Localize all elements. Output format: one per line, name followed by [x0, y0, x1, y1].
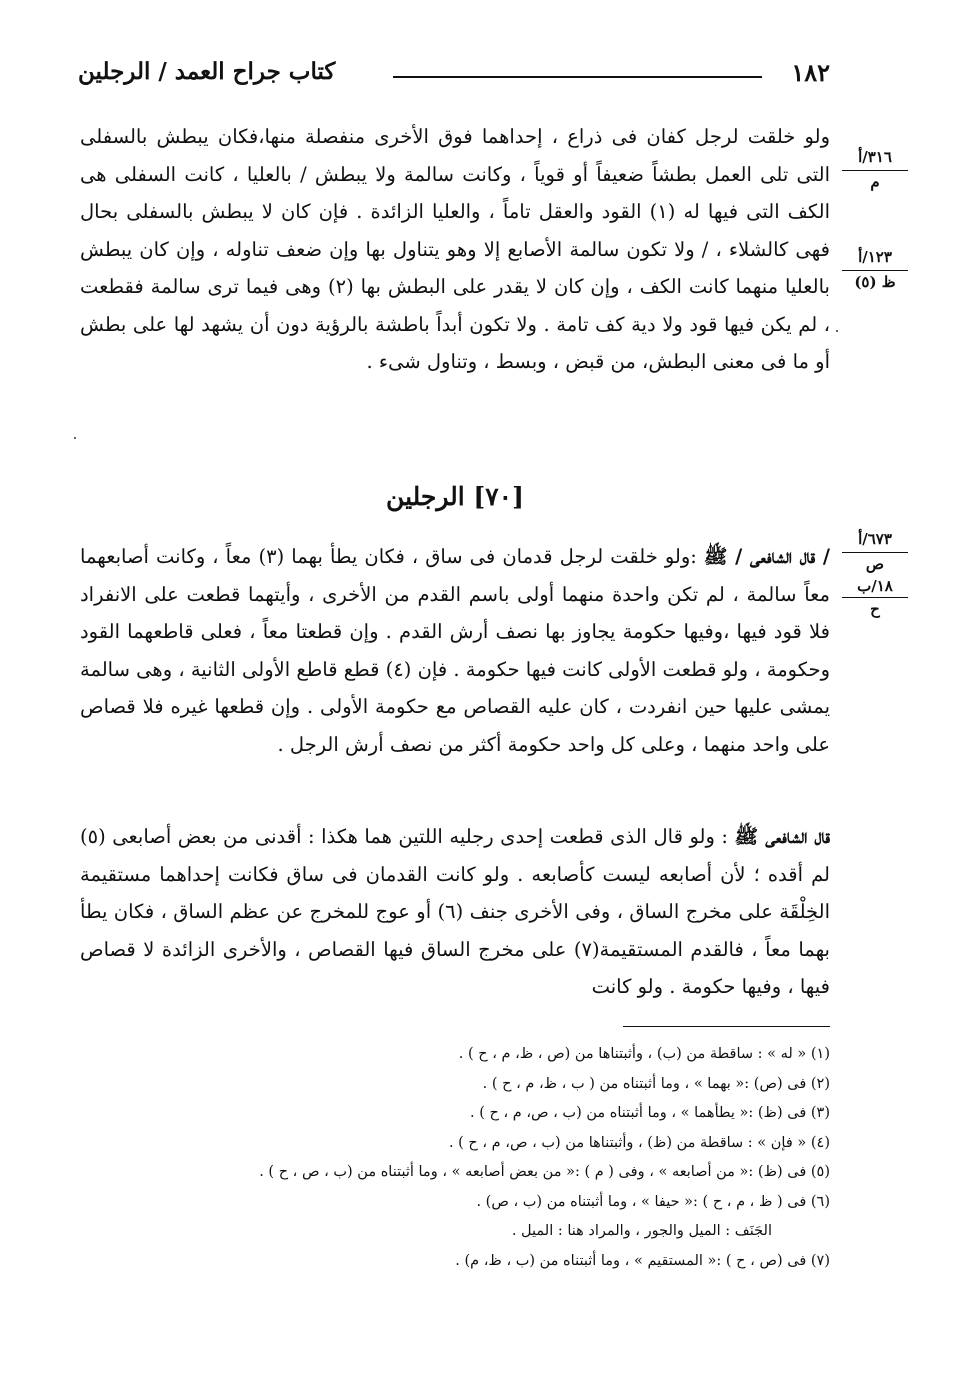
- margin-ref-top: ٦٧٣/أ: [842, 528, 908, 553]
- footnotes: [120, 1040, 830, 1276]
- page-number: ١٨٢: [791, 58, 830, 87]
- footnote: (٦) فى ( ظ ، م ، ح ) :« حيفا » ، وما أثبتناه من (ب ، ص) .: [476, 1193, 830, 1210]
- paragraph-text: : ولو قال الذى قطعت إحدى رجليه اللتين هما هكذا : أقدنى من بعض أصابعى (٥) لم أقده ؛ لأن أصابعه ليست كأصابعه . ولو كانت القدمان فى ساق فكانت إحداهما مستقيمة الخِلْقَة على مخرج الساق ، وفى الأخرى جنف (٦) أو عوج للمخرج عن عظم الساق ، فكان يطأ بهما معاً ، فالقدم المستقيمة(٧) على مخرج الساق فيها القصاص ، والأخرى الزائدة لا قصاص فيها ، وفيها حكومة . ولو كانت: [80, 825, 830, 998]
- footnote: (١) « له » : ساقطة من (ب) ، وأثبتناها من (ص ، ظ، م ، ح ) .: [458, 1046, 830, 1062]
- margin-reference: [842, 146, 908, 193]
- footnote: (٤) « فإن » : ساقطة من (ظ) ، وأثبتناها من (ب ، ص، م ، ح ) .: [448, 1134, 830, 1151]
- footnote-rule: [623, 1026, 830, 1027]
- footnote: الجَنَف : الميل والجور ، والمراد هنا : الميل .: [511, 1223, 772, 1239]
- footnote: (٧) فى (ص ، ح ) :« المستقيم » ، وما أثبتناه من (ب ، ظ، م) .: [455, 1252, 830, 1269]
- body-paragraph: ولو خلقت لرجل كفان فى ذراع ، إحداهما فوق الأخرى منفصلة منها،فكان يبطش بالسفلى التى تلى العمل بطشاً ضعيفاً أو قوياً ، وكانت سالمة ولا يبطش / بالعليا ، كانت السفلى هى الكف التى فيها له (١) القود والعقل تاماً ، والعليا الزائدة . فإن كان لا يبطش بالسفلى بحال فهى كالشلاء ، / ولا تكون سالمة الأصابع إلا وهو يتناول بها وإن ضعف تناوله ، وإن كان يبطش بالعليا منهما كانت الكف ، وإن كان لا يقدر على البطش بها (٢) وهى فيما ترى سالمة فقطعت ، لم يكن فيها قود ولا دية كف تامة . ولا تكون أبداً باطشة بالرؤية دون أن يشهد لها على بطش أو ما فى معنى البطش، من قبض ، وبسط ، وتناول شىء .: [80, 125, 830, 373]
- margin-reference: [842, 528, 908, 620]
- scan-speck: [836, 330, 838, 332]
- paragraph-text: :ولو خلقت لرجل قدمان فى ساق ، فكان يطأ بهما (٣) معاً ، وكانت أصابعهما معاً سالمة ، لم تكن واحدة منهما أولى باسم القدم من الأخرى ، وأيتهما قطعت على الانفراد فلا قود فيها ،وفيها حكومة يجاوز بها نصف أرش القدم . وإن قطعتا معاً ، فعلى قاطعهما القود وحكومة ، ولو قطعت الأولى كانت فيها حكومة . فإن (٤) قطع قاطع الأولى الثانية ، وهى سالمة يمشى عليها حين انفردت ، كان عليه القصاص مع حكومة الأولى . وإن قطعها غيره فلا قصاص على واحد منهما ، وعلى كل واحد حكومة أكثر من نصف أرش الرجل .: [80, 545, 830, 756]
- body-paragraph: [80, 538, 830, 763]
- margin-reference: [842, 246, 908, 293]
- margin-ref-top: ٣١٦/أ: [842, 146, 908, 171]
- paragraph-lead: / قال الشافعى / ﷺ: [703, 545, 831, 568]
- footnote: (٢) فى (ص) :« بهما » ، وما أثبتناه من ( ب ، ظ، م ، ح ) .: [482, 1075, 830, 1092]
- footnote: (٥) فى (ظ) :« من أصابعه » ، وفى ( م ) :« من بعض أصابعه » ، وما أثبتناه من (ب ، ص ، ح ) .: [259, 1164, 830, 1180]
- paragraph-lead: قال الشافعى ﷺ: [734, 825, 831, 848]
- margin-ref-bottom: م: [870, 173, 880, 191]
- margin-ref-fourth: ح: [870, 600, 880, 618]
- scan-speck: [74, 437, 76, 439]
- page-header: [78, 58, 830, 94]
- header-rule: [393, 76, 762, 78]
- margin-ref-bottom: ص: [865, 555, 885, 573]
- margin-ref-top: ١٢٣/أ: [842, 246, 908, 271]
- margin-ref-third: ١٨/ب: [842, 575, 908, 598]
- body-paragraph: [80, 818, 830, 1006]
- section-heading: [٧٠] الرجلين: [386, 482, 524, 511]
- footnote: (٣) فى (ظ) :« يطأهما » ، وما أثبتناه من (ب ، ص، م ، ح ) .: [469, 1105, 830, 1121]
- margin-ref-bottom: ظ (٥): [854, 273, 896, 291]
- running-title: كتاب جراح العمد / الرجلين: [78, 58, 336, 85]
